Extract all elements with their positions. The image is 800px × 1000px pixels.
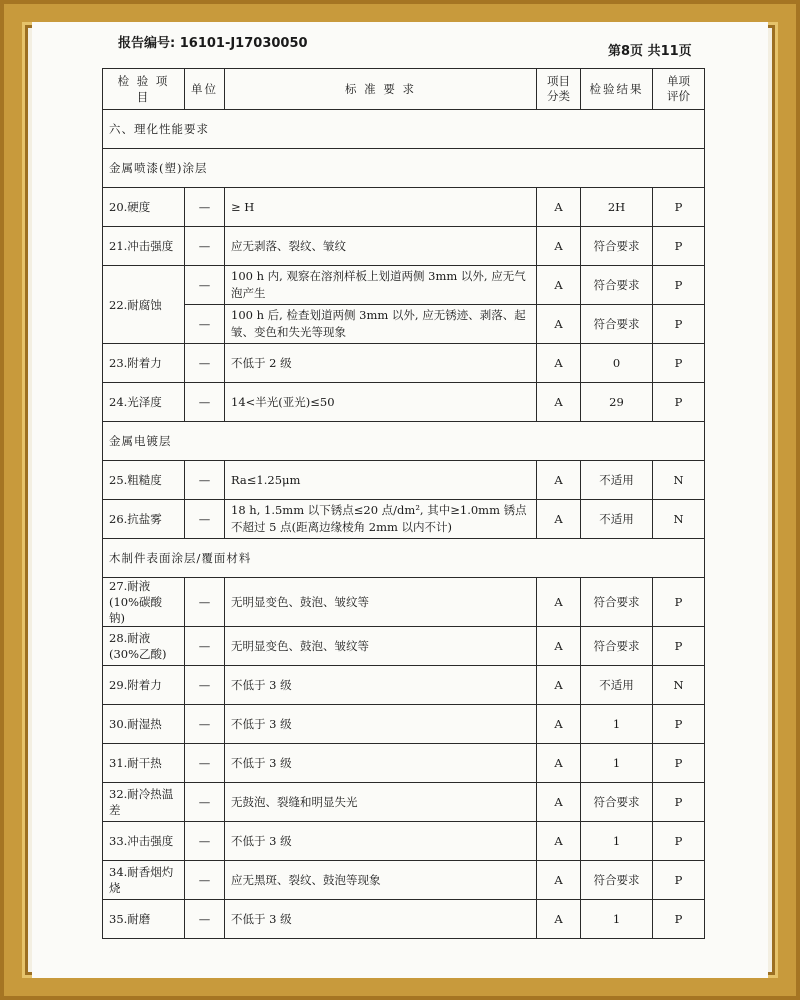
result-cell: 1 (581, 822, 653, 861)
result-cell: 符合要求 (581, 783, 653, 822)
class-cell: A (537, 627, 581, 666)
class-cell: A (537, 461, 581, 500)
unit-cell: — (185, 188, 225, 227)
evaluation-cell: P (653, 578, 705, 627)
evaluation-cell: P (653, 344, 705, 383)
section-row (103, 110, 705, 149)
inspection-table (102, 68, 705, 939)
header-class-line2: 分类 (547, 89, 570, 103)
report-number: 报告编号: 16101-J17030050 (118, 36, 308, 51)
result-cell: 不适用 (581, 461, 653, 500)
table-row (103, 461, 705, 500)
requirement-cell: 100 h 内, 观察在溶剂样板上划道两侧 3mm 以外, 应无气泡产生 (225, 266, 537, 305)
unit-cell: — (185, 461, 225, 500)
evaluation-cell: N (653, 461, 705, 500)
item-name: 22.耐腐蚀 (103, 266, 185, 344)
report-page (32, 22, 768, 978)
item-name: 29.附着力 (103, 666, 185, 705)
unit-cell: — (185, 500, 225, 539)
item-name: 26.抗盐雾 (103, 500, 185, 539)
class-cell: A (537, 822, 581, 861)
table-row (103, 744, 705, 783)
evaluation-cell: N (653, 500, 705, 539)
requirement-cell: Ra≤1.25μm (225, 461, 537, 500)
table-header-row (103, 69, 705, 110)
result-cell: 0 (581, 344, 653, 383)
result-cell: 1 (581, 744, 653, 783)
evaluation-cell: N (653, 666, 705, 705)
page-number: 第8页 共11页 (608, 44, 692, 59)
item-name: 25.粗糙度 (103, 461, 185, 500)
evaluation-cell: P (653, 627, 705, 666)
class-cell: A (537, 783, 581, 822)
evaluation-cell: P (653, 705, 705, 744)
requirement-cell: 不低于 3 级 (225, 705, 537, 744)
table-row (103, 383, 705, 422)
section-title: 金属喷漆(塑)涂层 (103, 149, 705, 188)
evaluation-cell: P (653, 744, 705, 783)
class-cell: A (537, 861, 581, 900)
header-eval (653, 69, 705, 110)
class-cell: A (537, 500, 581, 539)
class-cell: A (537, 305, 581, 344)
requirement-cell: 应无黑斑、裂纹、鼓泡等现象 (225, 861, 537, 900)
evaluation-cell: P (653, 822, 705, 861)
evaluation-cell: P (653, 266, 705, 305)
requirement-cell: 无明显变色、鼓泡、皱纹等 (225, 578, 537, 627)
evaluation-cell: P (653, 305, 705, 344)
table-row (103, 627, 705, 666)
requirement-cell: 不低于 3 级 (225, 744, 537, 783)
result-cell: 29 (581, 383, 653, 422)
table-row (103, 822, 705, 861)
requirement-cell: 无鼓泡、裂缝和明显失光 (225, 783, 537, 822)
item-name: 28.耐液(30%乙酸) (103, 627, 185, 666)
item-name: 20.硬度 (103, 188, 185, 227)
section-title: 六、理化性能要求 (103, 110, 705, 149)
unit-cell: — (185, 227, 225, 266)
requirement-cell: 不低于 3 级 (225, 666, 537, 705)
result-cell: 符合要求 (581, 227, 653, 266)
requirement-cell: 14<半光(亚光)≤50 (225, 383, 537, 422)
class-cell: A (537, 266, 581, 305)
requirement-cell: 不低于 2 级 (225, 344, 537, 383)
item-name: 24.光泽度 (103, 383, 185, 422)
item-name: 32.耐冷热温差 (103, 783, 185, 822)
result-cell: 1 (581, 900, 653, 939)
table-row (103, 783, 705, 822)
unit-cell: — (185, 266, 225, 305)
unit-cell: — (185, 305, 225, 344)
evaluation-cell: P (653, 900, 705, 939)
result-cell: 不适用 (581, 500, 653, 539)
evaluation-cell: P (653, 383, 705, 422)
section-row (103, 539, 705, 578)
unit-cell: — (185, 822, 225, 861)
table-row (103, 705, 705, 744)
result-cell: 符合要求 (581, 627, 653, 666)
requirement-cell: 100 h 后, 检查划道两侧 3mm 以外, 应无锈迹、剥落、起皱、变色和失光等现象 (225, 305, 537, 344)
unit-cell: — (185, 705, 225, 744)
table-row (103, 266, 705, 305)
unit-cell: — (185, 344, 225, 383)
header-class (537, 69, 581, 110)
table-row (103, 227, 705, 266)
table-row (103, 305, 705, 344)
item-name: 30.耐湿热 (103, 705, 185, 744)
table-row (103, 900, 705, 939)
item-name: 23.附着力 (103, 344, 185, 383)
item-name: 33.冲击强度 (103, 822, 185, 861)
class-cell: A (537, 188, 581, 227)
item-name: 31.耐干热 (103, 744, 185, 783)
table-row (103, 500, 705, 539)
section-row (103, 422, 705, 461)
result-cell: 符合要求 (581, 305, 653, 344)
table-row (103, 666, 705, 705)
class-cell: A (537, 705, 581, 744)
item-name: 35.耐磨 (103, 900, 185, 939)
requirement-cell: 无明显变色、鼓泡、皱纹等 (225, 627, 537, 666)
item-name: 21.冲击强度 (103, 227, 185, 266)
unit-cell: — (185, 578, 225, 627)
requirement-cell: 不低于 3 级 (225, 900, 537, 939)
unit-cell: — (185, 783, 225, 822)
section-title: 金属电镀层 (103, 422, 705, 461)
class-cell: A (537, 666, 581, 705)
requirement-cell: 18 h, 1.5mm 以下锈点≤20 点/dm², 其中≥1.0mm 锈点不超过 5 点(距离边缘棱角 2mm 以内不计) (225, 500, 537, 539)
unit-cell: — (185, 744, 225, 783)
class-cell: A (537, 344, 581, 383)
result-cell: 2H (581, 188, 653, 227)
header-eval-line2: 评价 (667, 89, 690, 103)
item-name: 27.耐液(10%碳酸钠) (103, 578, 185, 627)
header-item: 检 验 项 目 (103, 69, 185, 110)
class-cell: A (537, 578, 581, 627)
result-cell: 符合要求 (581, 266, 653, 305)
evaluation-cell: P (653, 188, 705, 227)
unit-cell: — (185, 861, 225, 900)
item-name: 34.耐香烟灼烧 (103, 861, 185, 900)
table-row (103, 344, 705, 383)
result-cell: 不适用 (581, 666, 653, 705)
section-title: 木制件表面涂层/覆面材料 (103, 539, 705, 578)
class-cell: A (537, 227, 581, 266)
evaluation-cell: P (653, 783, 705, 822)
header-unit: 单位 (185, 69, 225, 110)
class-cell: A (537, 383, 581, 422)
class-cell: A (537, 744, 581, 783)
result-cell: 1 (581, 705, 653, 744)
result-cell: 符合要求 (581, 861, 653, 900)
header-eval-line1: 单项 (667, 74, 690, 88)
requirement-cell: 应无剥落、裂纹、皱纹 (225, 227, 537, 266)
unit-cell: — (185, 900, 225, 939)
unit-cell: — (185, 666, 225, 705)
table-body (103, 110, 705, 939)
unit-cell: — (185, 383, 225, 422)
evaluation-cell: P (653, 227, 705, 266)
table-row (103, 578, 705, 627)
requirement-cell: 不低于 3 级 (225, 822, 537, 861)
requirement-cell: ≥ H (225, 188, 537, 227)
result-cell: 符合要求 (581, 578, 653, 627)
class-cell: A (537, 900, 581, 939)
table-row (103, 861, 705, 900)
header-class-line1: 项目 (547, 74, 570, 88)
evaluation-cell: P (653, 861, 705, 900)
table-row (103, 188, 705, 227)
section-row (103, 149, 705, 188)
header-requirement: 标 准 要 求 (225, 69, 537, 110)
header-result: 检验结果 (581, 69, 653, 110)
unit-cell: — (185, 627, 225, 666)
